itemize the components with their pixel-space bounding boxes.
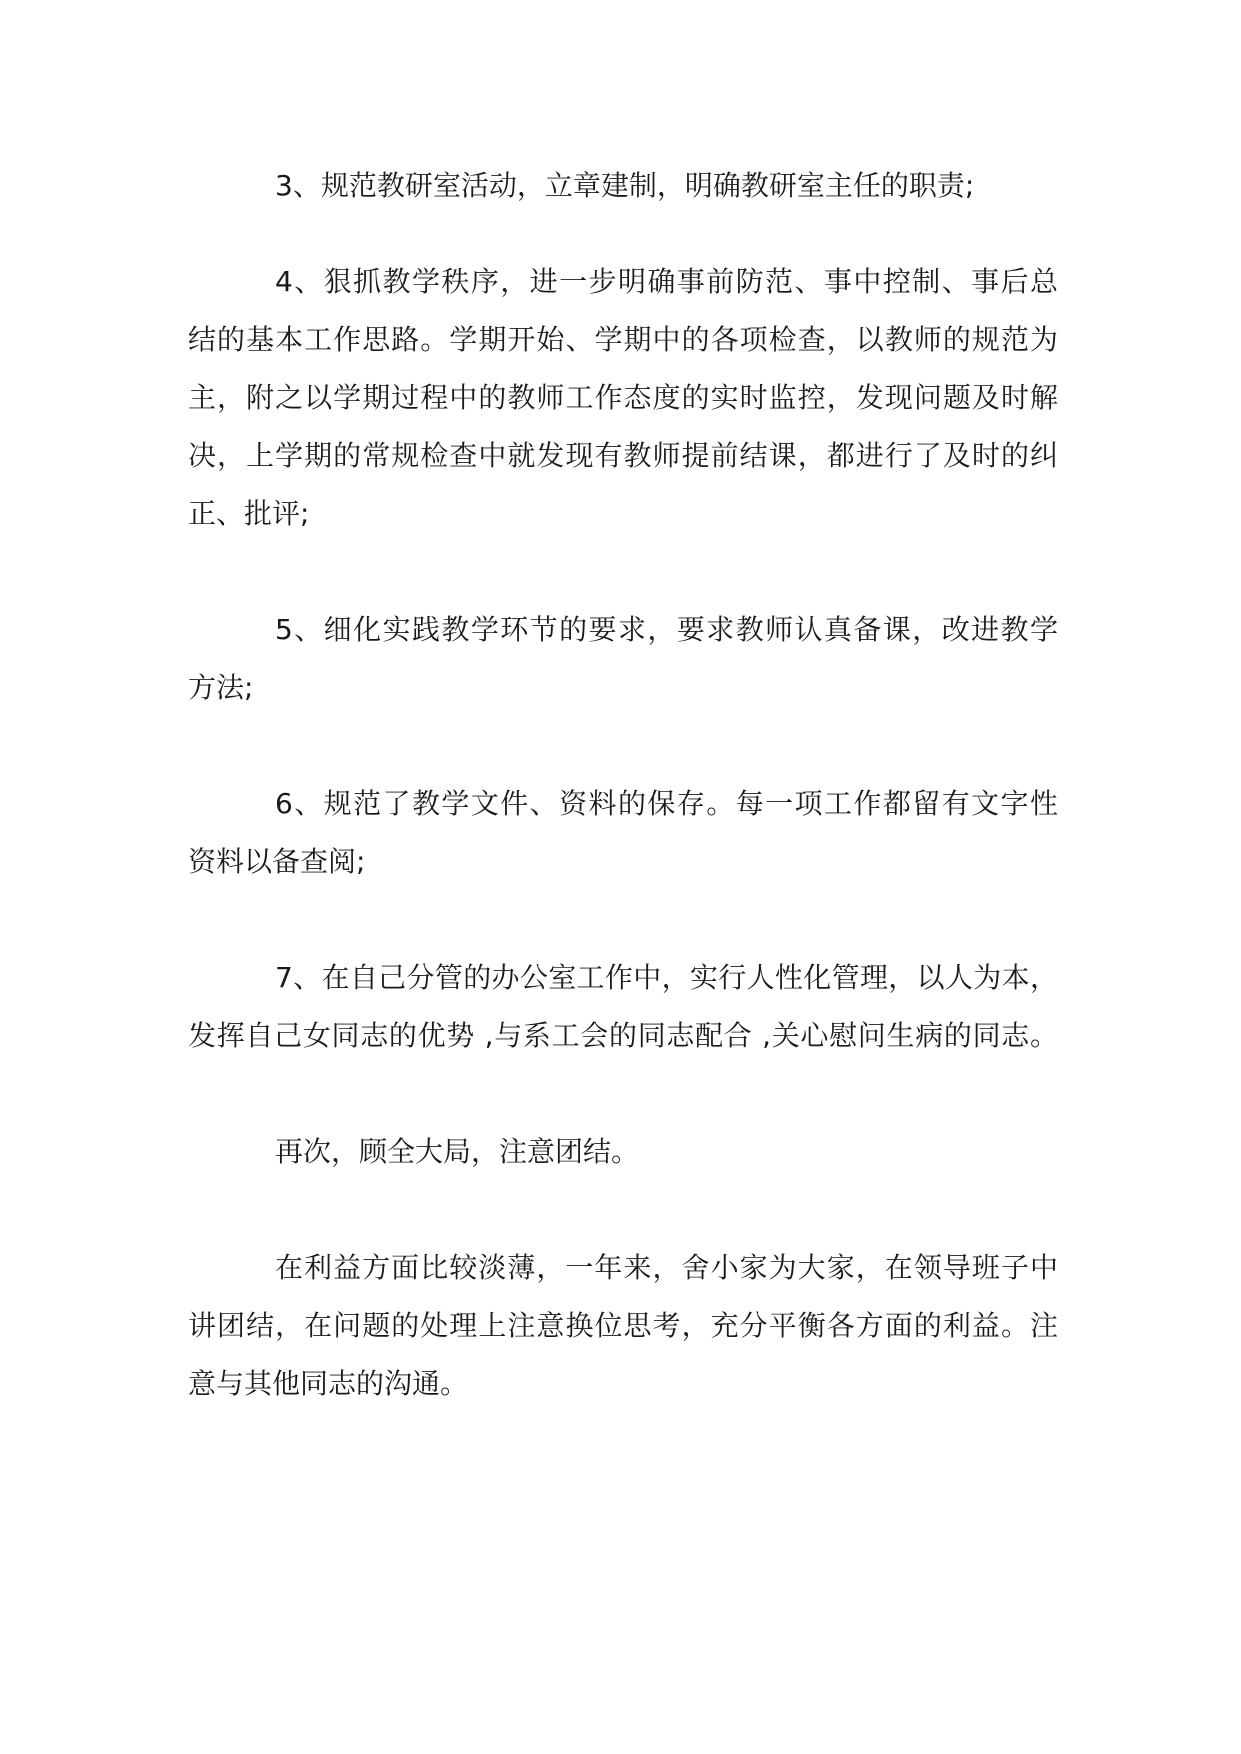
paragraph-6-line-1: 6、规范了教学文件、资料的保存。每一项工作都留有文字性 [275,787,1058,820]
paragraph-7-line-1: 7、在自己分管的办公室工作中，实行人性化管理，以人为本， [275,961,1058,994]
paragraph-4-line-2: 结的基本工作思路。学期开始、学期中的各项检查，以教师的规范为 [188,323,1058,356]
paragraph-interest-line-2: 讲团结，在问题的处理上注意换位思考，充分平衡各方面的利益。注 [188,1309,1058,1342]
paragraph-4-line-5: 正、批评; [188,497,310,530]
paragraph-5-line-2: 方法; [188,671,254,704]
paragraph-4-line-1: 4、狠抓教学秩序，进一步明确事前防范、事中控制、事后总 [275,265,1058,298]
paragraph-again-line-1: 再次，顾全大局，注意团结。 [275,1135,640,1168]
paragraph-3-line-1: 3、规范教研室活动，立章建制，明确教研室主任的职责; [275,169,975,202]
paragraph-interest-line-3: 意与其他同志的沟通。 [188,1367,469,1400]
paragraph-4-line-3: 主，附之以学期过程中的教师工作态度的实时监控，发现问题及时解 [188,381,1058,414]
paragraph-5-line-1: 5、细化实践教学环节的要求，要求教师认真备课，改进教学 [275,613,1058,646]
paragraph-6-line-2: 资料以备查阅; [188,845,366,878]
paragraph-7-line-2: 发挥自己女同志的优势 ,与系工会的同志配合 ,关心慰问生病的同志。 [188,1019,1058,1052]
paragraph-4-line-4: 决，上学期的常规检查中就发现有教师提前结课，都进行了及时的纠 [188,439,1058,472]
paragraph-interest-line-1: 在利益方面比较淡薄，一年来，舍小家为大家，在领导班子中 [275,1251,1058,1284]
